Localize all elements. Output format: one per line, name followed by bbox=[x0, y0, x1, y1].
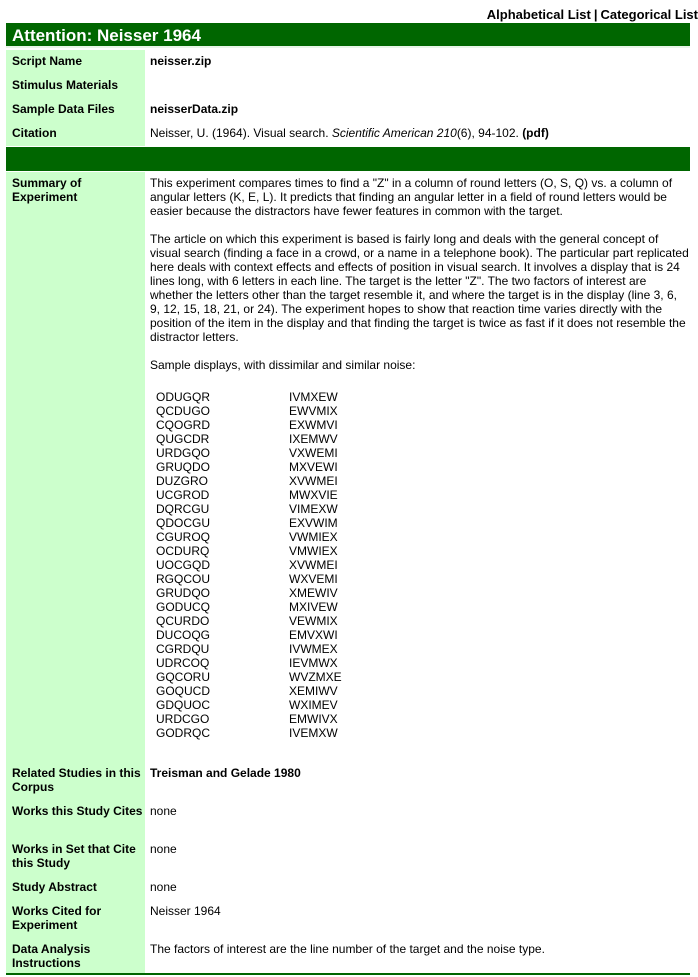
similar-noise-line: VMWIEX bbox=[289, 544, 338, 558]
sample-row bbox=[156, 474, 690, 488]
top-nav bbox=[487, 7, 698, 22]
script-file-link[interactable]: neisser.zip bbox=[150, 54, 212, 68]
citation-text-post: (6), 94-102. bbox=[456, 126, 523, 140]
dissimilar-noise-line: GRUQDO bbox=[156, 460, 210, 474]
details-table bbox=[6, 172, 690, 973]
row-script-name bbox=[6, 50, 690, 74]
dissimilar-noise-line: QCDUGO bbox=[156, 404, 210, 418]
dissimilar-noise-line: CQOGRD bbox=[156, 418, 210, 432]
similar-noise-line: XVWMEI bbox=[289, 474, 338, 488]
sample-data-label: Sample Data Files bbox=[6, 98, 145, 122]
similar-noise-line: XMEWIV bbox=[289, 586, 338, 600]
works-cited-for-label: Works Cited for Experiment bbox=[6, 900, 145, 938]
similar-noise-line: WXIMEV bbox=[289, 698, 338, 712]
dissimilar-noise-line: GRUDQO bbox=[156, 586, 210, 600]
sample-row bbox=[156, 432, 690, 446]
dissimilar-noise-line: GODUCQ bbox=[156, 600, 210, 614]
page-title: Attention: Neisser 1964 bbox=[6, 23, 690, 48]
dissimilar-noise-line: UDRCOQ bbox=[156, 656, 210, 670]
dissimilar-noise-line: DUCOQG bbox=[156, 628, 210, 642]
similar-noise-line: WVZMXE bbox=[289, 670, 342, 684]
script-name-value bbox=[145, 50, 690, 74]
summary-value bbox=[145, 172, 690, 762]
sample-row bbox=[156, 642, 690, 656]
dissimilar-noise-line: CGUROQ bbox=[156, 530, 210, 544]
sample-row bbox=[156, 558, 690, 572]
dissimilar-noise-line: CGRDQU bbox=[156, 642, 210, 656]
row-summary bbox=[6, 172, 690, 762]
row-works-cited-for bbox=[6, 900, 690, 938]
works-cited-for-value: Neisser 1964 bbox=[150, 904, 221, 918]
sample-row bbox=[156, 628, 690, 642]
dissimilar-noise-line: DUZGRO bbox=[156, 474, 208, 488]
sample-row bbox=[156, 712, 690, 726]
alphabetical-list-link[interactable]: Alphabetical List bbox=[486, 7, 591, 22]
row-abstract bbox=[6, 876, 690, 900]
sample-data-link[interactable]: neisserData.zip bbox=[150, 102, 239, 116]
row-data-analysis bbox=[6, 938, 690, 973]
dissimilar-noise-line: URDCGO bbox=[156, 712, 210, 726]
similar-noise-line: IVWMEX bbox=[289, 642, 338, 656]
sample-row bbox=[156, 544, 690, 558]
similar-noise-line: IXEMWV bbox=[289, 432, 338, 446]
sample-row bbox=[156, 656, 690, 670]
info-table bbox=[6, 50, 690, 146]
citation-label: Citation bbox=[6, 122, 145, 146]
similar-noise-line: VWMIEX bbox=[289, 530, 338, 544]
categorical-list-link[interactable]: Categorical List bbox=[600, 7, 698, 22]
similar-noise-line: IVMXEW bbox=[289, 390, 338, 404]
row-stimulus-materials bbox=[6, 74, 690, 98]
dissimilar-noise-line: GDQUOC bbox=[156, 698, 210, 712]
citation-text-pre: Neisser, U. (1964). Visual search. bbox=[150, 126, 332, 140]
sample-row bbox=[156, 418, 690, 432]
abstract-value: none bbox=[150, 880, 177, 894]
similar-noise-line: IEVMWX bbox=[289, 656, 338, 670]
dissimilar-noise-line: UOCGQD bbox=[156, 558, 210, 572]
summary-paragraph-1: This experiment compares times to find a "Z" in a column of round letters (O, S, Q) vs. a column of angular letters (K, E, L). It predicts that finding an angular letter in a field of round letters would be easier because the distractors have fewer features in common with the target. bbox=[150, 176, 673, 218]
sample-data-value bbox=[145, 98, 690, 122]
similar-noise-line: EMVXWI bbox=[289, 628, 338, 642]
sample-row bbox=[156, 698, 690, 712]
row-works-in-set bbox=[6, 838, 690, 876]
similar-noise-line: VEWMIX bbox=[289, 614, 338, 628]
dissimilar-noise-line: QDOCGU bbox=[156, 516, 210, 530]
dissimilar-noise-line: ODUGQR bbox=[156, 390, 210, 404]
sample-row bbox=[156, 390, 690, 404]
sample-row bbox=[156, 600, 690, 614]
summary-paragraph-3: Sample displays, with dissimilar and similar noise: bbox=[150, 358, 416, 372]
works-cites-label: Works this Study Cites bbox=[6, 800, 145, 838]
sample-row bbox=[156, 460, 690, 474]
stimulus-materials-value bbox=[145, 74, 690, 98]
similar-noise-line: MWXVIE bbox=[289, 488, 338, 502]
related-value bbox=[145, 762, 690, 800]
summary-paragraph-2: The article on which this experiment is based is fairly long and deals with the general concept of visual search (finding a face in a crowd, or a name in a telephone book). The particular part replicated here deals with context effects and effects of position in visual search. It involves a display that is 24 lines long, with 6 letters in each line. The target is the letter "Z". The two factors of interest are whether the letters other than the target resemble it, and where the target is in the display (line 3, 6, 9, 12, 15, 18, 21, or 24). The experiment hopes to show that reaction time varies directly with the position of the item in the display and that finding the target is twice as fast if it does not resemble the distractor letters. bbox=[150, 232, 689, 344]
similar-noise-line: MXIVEW bbox=[289, 600, 338, 614]
sample-row bbox=[156, 530, 690, 544]
sample-row bbox=[156, 488, 690, 502]
sample-row bbox=[156, 670, 690, 684]
row-citation bbox=[6, 122, 690, 146]
data-analysis-label: Data Analysis Instructions bbox=[6, 938, 145, 973]
sample-row bbox=[156, 684, 690, 698]
row-works-cites bbox=[6, 800, 690, 838]
similar-noise-line: VIMEXW bbox=[289, 502, 338, 516]
similar-noise-line: WXVEMI bbox=[289, 572, 338, 586]
similar-noise-line: EWVMIX bbox=[289, 404, 338, 418]
similar-noise-line: XVWMEI bbox=[289, 558, 338, 572]
dissimilar-noise-line: OCDURQ bbox=[156, 544, 210, 558]
similar-noise-line: XEMIWV bbox=[289, 684, 338, 698]
row-related bbox=[6, 762, 690, 800]
summary-label: Summary of Experiment bbox=[6, 172, 145, 762]
sample-row bbox=[156, 404, 690, 418]
stimulus-materials-label: Stimulus Materials bbox=[6, 74, 145, 98]
nav-separator: | bbox=[593, 7, 598, 22]
citation-value bbox=[145, 122, 690, 146]
citation-pdf-link[interactable]: (pdf) bbox=[522, 126, 549, 140]
citation-journal: Scientific American 210 bbox=[331, 126, 457, 140]
works-in-set-label: Works in Set that Cite this Study bbox=[6, 838, 145, 876]
similar-noise-line: VXWEMI bbox=[289, 446, 338, 460]
similar-noise-line: EMWIVX bbox=[289, 712, 338, 726]
sample-row bbox=[156, 614, 690, 628]
sample-row bbox=[156, 726, 690, 740]
dissimilar-noise-line: GOQUCD bbox=[156, 684, 210, 698]
sample-row bbox=[156, 516, 690, 530]
section-divider bbox=[6, 147, 690, 171]
sample-row bbox=[156, 572, 690, 586]
dissimilar-noise-line: GQCORU bbox=[156, 670, 210, 684]
row-sample-data bbox=[6, 98, 690, 122]
similar-noise-line: MXVEWI bbox=[289, 460, 338, 474]
script-name-label: Script Name bbox=[6, 50, 145, 74]
abstract-label: Study Abstract bbox=[6, 876, 145, 900]
dissimilar-noise-line: QUGCDR bbox=[156, 432, 210, 446]
sample-row bbox=[156, 446, 690, 460]
works-cites-value: none bbox=[150, 804, 177, 818]
dissimilar-noise-line: RGQCOU bbox=[156, 572, 210, 586]
dissimilar-noise-line: QCURDO bbox=[156, 614, 210, 628]
dissimilar-noise-line: GODRQC bbox=[156, 726, 210, 740]
sample-displays bbox=[150, 390, 690, 740]
works-in-set-value: none bbox=[150, 842, 177, 856]
data-analysis-value: The factors of interest are the line number of the target and the noise type. bbox=[150, 942, 545, 956]
dissimilar-noise-line: DQRCGU bbox=[156, 502, 210, 516]
sample-row bbox=[156, 586, 690, 600]
similar-noise-line: IVEMXW bbox=[289, 726, 338, 740]
dissimilar-noise-line: UCGROD bbox=[156, 488, 210, 502]
related-study-link[interactable]: Treisman and Gelade 1980 bbox=[150, 766, 301, 780]
sample-row bbox=[156, 502, 690, 516]
similar-noise-line: EXWMVI bbox=[289, 418, 338, 432]
dissimilar-noise-line: URDGQO bbox=[156, 446, 210, 460]
related-label: Related Studies in this Corpus bbox=[6, 762, 145, 800]
bottom-rule bbox=[6, 973, 690, 975]
similar-noise-line: EXVWIM bbox=[289, 516, 338, 530]
